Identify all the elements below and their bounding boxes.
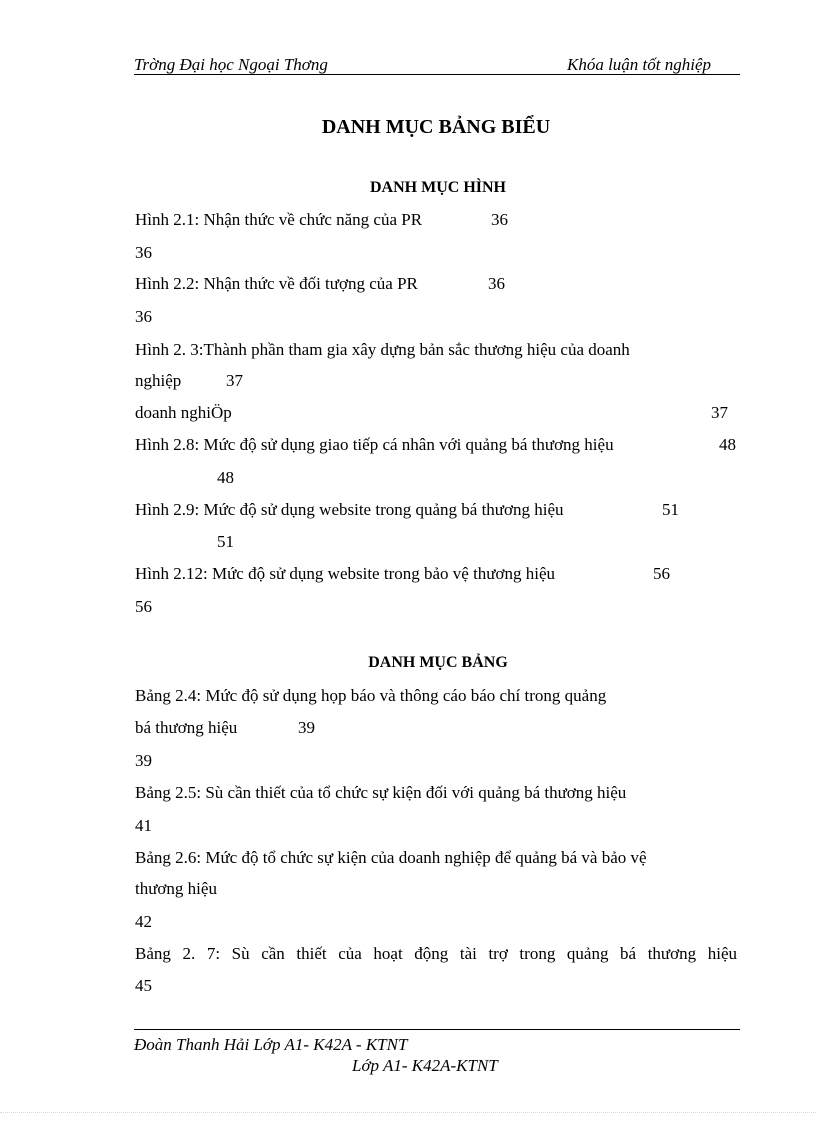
figure-page-number-repeat: 36 [135,243,152,262]
footer-rule [134,1029,740,1030]
figure-page-number-repeat: 48 [217,468,234,487]
footer-author: Đoàn Thanh Hải Lớp A1- K42A - KTNT [134,1035,408,1054]
figures-heading: DANH MỤC HÌNH [370,179,506,196]
table-entry: Bảng 2.4: Mức độ sử dụng họp báo và thông cáo báo chí trong quảng [135,686,607,705]
header-thesis-label: Khóa luận tốt nghiệp [567,55,712,74]
table-entry: Bảng 2.6: Mức độ tổ chức sự kiện của doanh nghiệp để quảng bá và bảo vệ [135,848,647,867]
header-rule [134,74,740,75]
figure-entry: Hình 2.1: Nhận thức về chức năng của PR [135,210,423,229]
figure-page-number: 36 [491,210,508,229]
figure-page-number-repeat: 56 [135,597,152,616]
figure-page-number: 51 [662,500,679,519]
page-title: DANH MỤC BẢNG BIỂU [321,116,551,138]
figure-entry-repeat: doanh nghiÖp [135,403,232,422]
figure-entry: Hình 2.8: Mức độ sử dụng giao tiếp cá nhân với quảng bá thương hiệu [135,435,614,454]
figure-page-number: 56 [653,564,670,583]
figure-entry-continuation: nghiệp [135,371,182,390]
table-entry-continuation: thương hiệu [135,879,217,898]
table-entry: Bảng 2.5: Sù cần thiết của tổ chức sự kiện đối với quảng bá thương hiệu [135,783,627,802]
tables-heading: DANH MỤC BẢNG [368,654,508,671]
table-page-number: 42 [135,912,152,931]
figure-entry: Hình 2.2: Nhận thức về đối tượng của PR [135,274,418,293]
table-page-number: 45 [135,976,152,995]
header-school: Trờng Đại học Ngoại Thơng [134,55,328,74]
figure-entry: Hình 2.9: Mức độ sử dụng website trong quảng bá thương hiệu [135,500,564,519]
table-page-number-repeat: 39 [135,751,152,770]
footer-class: Lớp A1- K42A-KTNT [352,1056,498,1075]
table-entry-continuation: bá thương hiệu [135,718,238,737]
figure-page-number-repeat: 36 [135,307,152,326]
page-bottom-edge [0,1112,816,1113]
figure-page-number: 36 [488,274,505,293]
table-page-number: 39 [298,718,315,737]
figure-page-number: 48 [719,435,736,454]
figure-page-number-repeat: 37 [711,403,728,422]
figure-page-number: 37 [226,371,243,390]
table-page-number: 41 [135,816,152,835]
figure-entry: Hình 2.12: Mức độ sử dụng website trong bảo vệ thương hiệu [135,564,556,583]
figure-entry: Hình 2. 3:Thành phần tham gia xây dựng bản sắc thương hiệu của doanh [135,340,630,359]
figure-page-number-repeat: 51 [217,532,234,551]
table-entry: Bảng 2. 7: Sù cần thiết của hoạt động tài trợ trong quảng bá thương hiệu [135,944,737,963]
